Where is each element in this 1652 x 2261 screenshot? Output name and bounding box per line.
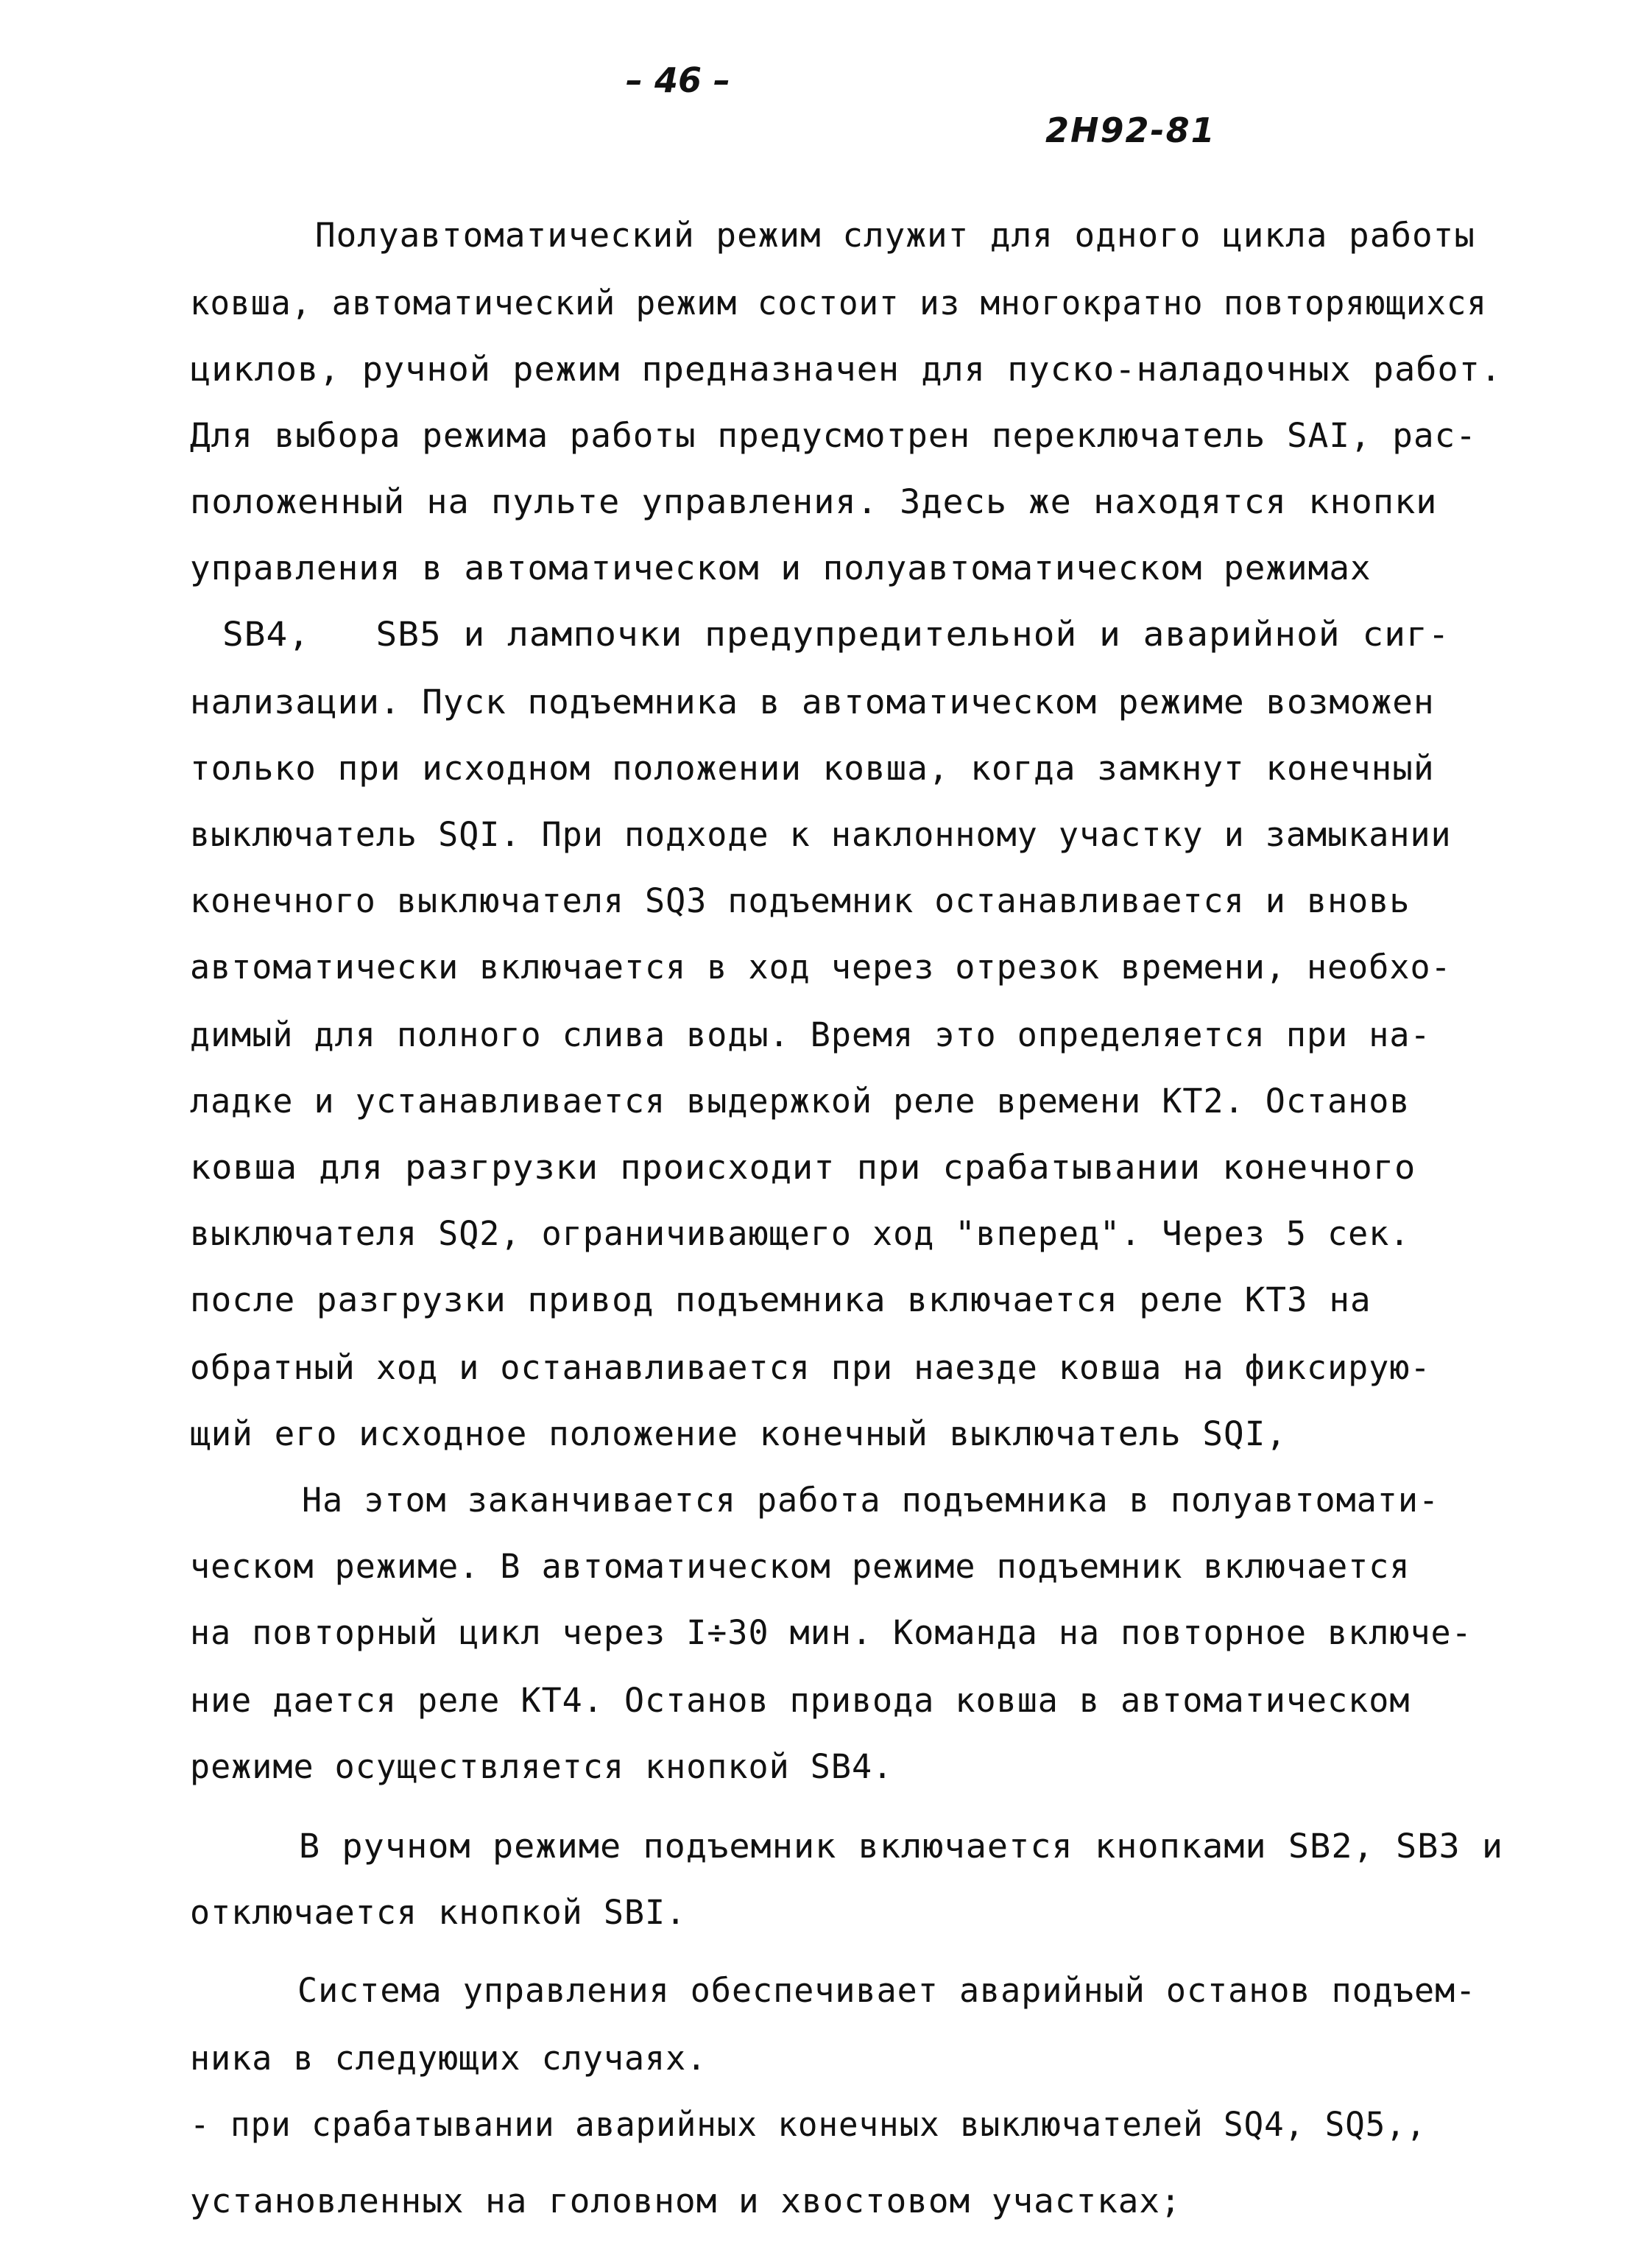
text-line: нализации. Пуск подъемника в автоматическом режиме возможен	[190, 682, 1435, 722]
text-line: выключатель SQI. При подходе к наклонному участку и замыкании	[190, 815, 1452, 854]
text-line: автоматически включается в ход через отрезок времени, необхо-	[190, 948, 1452, 987]
text-line: ника в следующих случаях.	[190, 2039, 707, 2078]
text-line: Для выбора режима работы предусмотрен переключатель SAI, рас-	[190, 416, 1477, 455]
text-line: положенный на пульте управления. Здесь же находятся кнопки	[190, 482, 1438, 521]
text-line: ние дается реле КТ4. Останов привода ковша в автоматическом	[190, 1681, 1411, 1720]
text-line: конечного выключателя SQ3 подъемник останавливается и вновь	[190, 881, 1411, 920]
text-line: димый для полного слива воды. Время это определяется при на-	[190, 1015, 1431, 1054]
document-code: 2Н92-81	[1045, 110, 1216, 150]
text-line: ладке и устанавливается выдержкой реле времени КТ2. Останов	[190, 1082, 1411, 1121]
text-line: режиме осуществляется кнопкой SB4.	[190, 1747, 894, 1786]
text-line: выключателя SQ2, ограничивающего ход "вперед". Через 5 сек.	[190, 1214, 1411, 1253]
text-line: Полуавтоматический режим служит для одного цикла работы	[315, 216, 1475, 255]
text-line: ковша для разгрузки происходит при срабатывании конечного	[190, 1148, 1416, 1187]
text-line: отключается кнопкой SBI.	[190, 1893, 687, 1932]
text-line: Система управления обеспечивает аварийный останов подъем-	[297, 1971, 1477, 2010]
text-line: ческом режиме. В автоматическом режиме подъемник включается	[190, 1547, 1411, 1586]
text-line: обратный ход и останавливается при наезде ковша на фиксирую-	[190, 1348, 1431, 1387]
text-line: на повторный цикл через I÷30 мин. Команда на повторное включе-	[190, 1613, 1472, 1652]
text-line: На этом заканчивается работа подъемника в полуавтомати-	[302, 1481, 1440, 1520]
page-number: – 46 –	[626, 60, 731, 100]
text-line: ковша, автоматический режим состоит из многократно повторяющихся	[190, 283, 1487, 322]
text-line: В ручном режиме подъемник включается кнопками SB2, SB3 и	[299, 1827, 1504, 1866]
text-line: циклов, ручной режим предназначен для пуско-наладочных работ.	[190, 350, 1503, 389]
text-line: управления в автоматическом и полуавтоматическом режимах	[190, 549, 1372, 588]
text-line: щий его исходное положение конечный выключатель SQI,	[190, 1414, 1288, 1453]
text-line: только при исходном положении ковша, когда замкнут конечный	[190, 749, 1435, 788]
text-line: установленных на головном и хвостовом участках;	[190, 2181, 1182, 2221]
text-line: после разгрузки привод подъемника включается реле КТ3 на	[190, 1280, 1372, 1319]
text-line: - при срабатывании аварийных конечных выключателей SQ4, SQ5,,	[190, 2105, 1427, 2144]
text-line: SB4, SB5 и лампочки предупредительной и аварийной сиг-	[222, 615, 1450, 654]
